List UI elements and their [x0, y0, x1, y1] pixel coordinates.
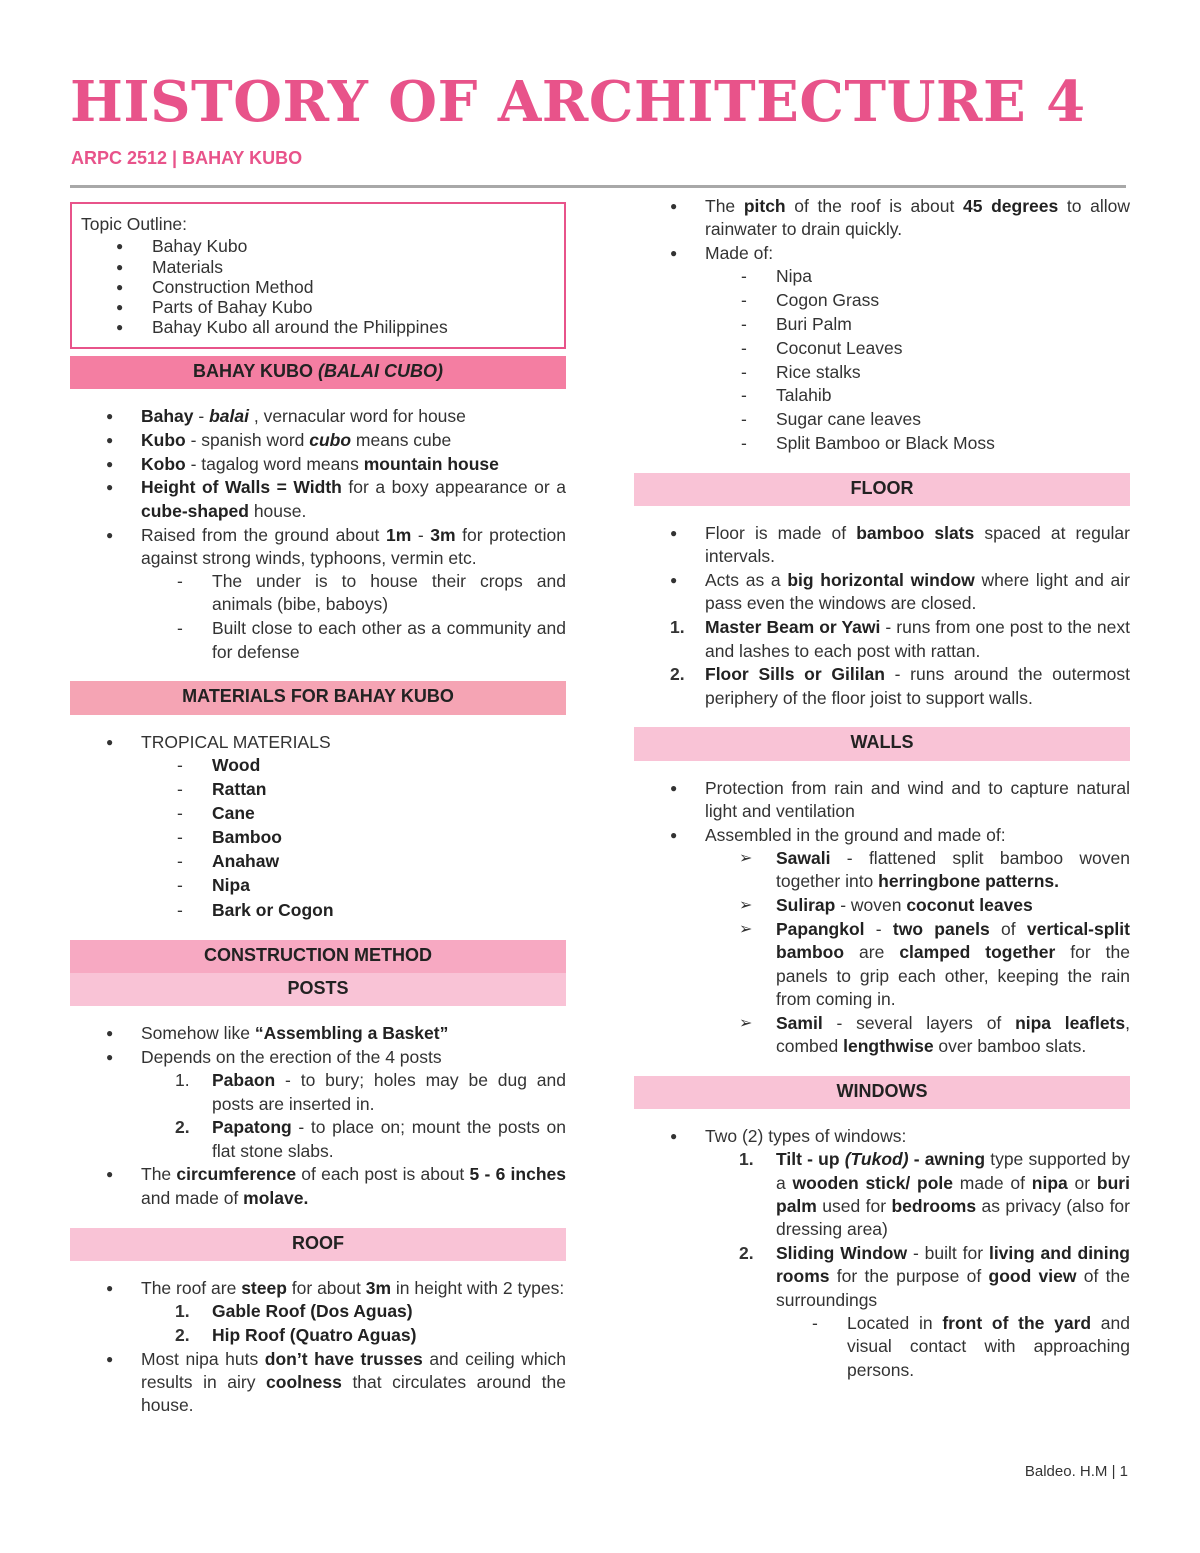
- section-heading-materials: MATERIALS FOR BAHAY KUBO: [70, 681, 566, 714]
- section-heading-floor: FLOOR: [634, 473, 1130, 506]
- arrow-icon: ➢: [739, 921, 753, 939]
- list-item: ● The pitch of the roof is about 45 degrees to allow rainwater to drain quickly.: [634, 195, 1130, 242]
- list-item: ● Somehow like “Assembling a Basket”: [70, 1022, 566, 1045]
- left-column: [70, 202, 566, 1418]
- wall-types: [634, 847, 1130, 1058]
- roof-type-item: 2. Hip Roof (Quatro Aguas): [175, 1324, 417, 1345]
- list-item: ● Height of Walls = Width for a boxy appearance or a cube-shaped house.: [70, 476, 566, 523]
- wall-type-item: ➢ Papangkol - two panels of vertical-split bamboo are clamped together for the panels to grip each other, keeping the rain from coming in.: [739, 919, 1130, 1009]
- list-item: ● Made of: - Nipa - Cogon Grass - Buri Palm - Coconut Leaves - Rice stalks - Talahib - Sugar cane leaves - Split Bamboo or Black Moss: [634, 242, 1130, 455]
- list-item: ● TROPICAL MATERIALS - Wood - Rattan - Cane - Bamboo - Anahaw - Nipa - Bark or Cogon: [70, 731, 566, 922]
- window-type-item: 2. Sliding Window - built for living and dining rooms for the purpose of good view of the surroundings - Located in front of the yard and visual contact with approaching persons.: [634, 1242, 1130, 1382]
- section-heading-bahay-kubo: [70, 356, 566, 389]
- roof-material-item: - Sugar cane leaves: [634, 408, 1130, 431]
- page-footer: Baldeo. H.M | 1: [1024, 1463, 1128, 1480]
- roof-list-continued: [634, 195, 1130, 455]
- section-heading-roof: ROOF: [70, 1228, 566, 1261]
- topic-outline-item: ● Parts of Bahay Kubo: [81, 297, 554, 317]
- floor-list: [634, 522, 1130, 616]
- wall-type-item: ➢ Sawali - flattened split bamboo woven together into herringbone patterns.: [739, 848, 1130, 892]
- topic-outline-list: [81, 236, 554, 337]
- roof-material-item: - Nipa: [634, 265, 1130, 288]
- step-item: 1. Pabaon - to bury; holes may be dug and posts are inserted in.: [175, 1070, 566, 1114]
- roof-material-item: - Cogon Grass: [634, 289, 1130, 312]
- roof-material-item: - Buri Palm: [634, 313, 1130, 336]
- section-heading-posts: POSTS: [70, 973, 566, 1006]
- sub-list-item: - The under is to house their crops and animals (bibe, baboys): [70, 570, 566, 617]
- material-item: - Rattan: [70, 778, 566, 802]
- arrow-icon: ➢: [739, 897, 753, 915]
- windows-list: [634, 1125, 1130, 1382]
- course-subtitle: ARPC 2512 | BAHAY KUBO: [71, 148, 303, 168]
- list-item: ● The circumference of each post is about 5 - 6 inches and made of molave.: [70, 1163, 566, 1210]
- wall-type-item: ➢ Samil - several layers of nipa leaflets, combed lengthwise over bamboo slats.: [739, 1012, 1130, 1056]
- roof-material-item: - Talahib: [634, 384, 1130, 407]
- posts-steps: [70, 1069, 566, 1163]
- arrow-icon: ➢: [739, 850, 753, 868]
- sub-list: [70, 570, 566, 664]
- topic-outline-item: ● Construction Method: [81, 277, 554, 297]
- arrow-icon: ➢: [739, 1014, 753, 1032]
- list-item: ● Two (2) types of windows: 1. Tilt - up (Tukod) - awning type supported by a wooden stick/ pole made of nipa or buri palm used for bedrooms as privacy (also for dressing area) 2. Sliding Window - built for living and dining rooms for the purpose of good view of the surroundings - Located in front of the yard and visual contact with approaching persons.: [634, 1125, 1130, 1382]
- material-item: - Bamboo: [70, 826, 566, 850]
- floor-part-item: 1. Master Beam or Yawi - runs from one post to the next and lashes to each post with rattan.: [670, 617, 1130, 661]
- list-item: ● Depends on the erection of the 4 posts 1. Pabaon - to bury; holes may be dug and posts are inserted in. 2. Papatong - to place on; mount the posts on flat stone slabs.: [70, 1046, 566, 1163]
- material-item: - Anahaw: [70, 850, 566, 874]
- list-item: ● Assembled in the ground and made of: ➢ Sawali - flattened split bamboo woven together into herringbone patterns. ➢ Sulirap - woven coconut leaves ➢ Papangkol - two panels of vertical-split bamboo are clamped together for the panels to grip each other, keeping the rain from coming in. ➢ Samil - several layers of nipa leaflets, combed lengthwise over bamboo slats.: [634, 824, 1130, 1058]
- topic-outline-item: ● Materials: [81, 257, 554, 277]
- topic-outline-heading: Topic Outline:: [81, 214, 188, 234]
- floor-parts: [634, 616, 1130, 710]
- list-item: ● Bahay - balai , vernacular word for house: [70, 405, 566, 428]
- wall-type-item: ➢ Sulirap - woven coconut leaves: [634, 894, 1130, 917]
- list-item: ● The roof are steep for about 3m in height with 2 types: 1. Gable Roof (Dos Aguas) 2. Hip Roof (Quatro Aguas): [70, 1277, 566, 1347]
- section-heading-construction: CONSTRUCTION METHOD: [70, 940, 566, 973]
- posts-list: [70, 1022, 566, 1210]
- roof-material-item: - Split Bamboo or Black Moss: [634, 432, 1130, 455]
- roof-material-item: - Coconut Leaves: [634, 337, 1130, 360]
- list-item: ● Protection from rain and wind and to capture natural light and ventilation: [634, 777, 1130, 824]
- roof-list: [70, 1277, 566, 1418]
- floor-part-item: 2. Floor Sills or Gililan - runs around the outermost periphery of the floor joist to support walls.: [670, 664, 1130, 708]
- header-divider: [70, 185, 1126, 188]
- roof-materials-list: [634, 265, 1130, 455]
- material-item: - Cane: [70, 802, 566, 826]
- materials-list: [70, 731, 566, 922]
- step-item: 2. Papatong - to place on; mount the posts on flat stone slabs.: [175, 1117, 566, 1161]
- topic-outline-box: [70, 202, 566, 349]
- material-item: - Wood: [70, 754, 566, 778]
- heading-text: BAHAY KUBO: [192, 360, 314, 381]
- topic-outline-item: ● Bahay Kubo all around the Philippines: [81, 317, 554, 337]
- window-sub-list: [634, 1312, 1130, 1382]
- roof-type-item: 1. Gable Roof (Dos Aguas): [175, 1301, 413, 1322]
- list-item: ● Floor is made of bamboo slats spaced at regular intervals.: [634, 522, 1130, 569]
- list-item: ● Acts as a big horizontal window where light and air pass even the windows are closed.: [634, 569, 1130, 616]
- list-item: ● Most nipa huts don’t have trusses and ceiling which results in airy coolness that circulates around the house.: [70, 1348, 566, 1418]
- materials-sub-list: [70, 754, 566, 922]
- material-item: - Bark or Cogon: [70, 899, 566, 923]
- walls-list: [634, 777, 1130, 1059]
- window-types: [634, 1148, 1130, 1381]
- topic-outline-item: ● Bahay Kubo: [81, 236, 554, 256]
- heading-alt-text: (BALAI CUBO): [318, 360, 444, 381]
- material-item: - Nipa: [70, 874, 566, 898]
- section-heading-windows: WINDOWS: [634, 1076, 1130, 1109]
- page-title: HISTORY OF ARCHITECTURE 4: [70, 69, 1086, 135]
- bahay-kubo-list: [70, 405, 566, 664]
- list-item: ● Kobo - tagalog word means mountain house: [70, 453, 566, 476]
- window-type-item: 1. Tilt - up (Tukod) - awning type supported by a wooden stick/ pole made of nipa or buri palm used for bedrooms as privacy (also for dressing area): [739, 1149, 1130, 1240]
- right-column: [634, 195, 1130, 1382]
- sub-list-item: - Located in front of the yard and visual contact with approaching persons.: [634, 1312, 1130, 1382]
- roof-types: [70, 1300, 566, 1347]
- list-item: ● Kubo - spanish word cubo means cube: [70, 429, 566, 452]
- section-heading-walls: WALLS: [634, 727, 1130, 760]
- sub-list-item: - Built close to each other as a community and for defense: [70, 617, 566, 664]
- roof-material-item: - Rice stalks: [634, 361, 1130, 384]
- list-item: ● Raised from the ground about 1m - 3m for protection against strong winds, typhoons, vermin etc. - The under is to house their crops and animals (bibe, baboys) - Built close to each other as a community and for defense: [70, 524, 566, 664]
- materials-section: [70, 731, 566, 922]
